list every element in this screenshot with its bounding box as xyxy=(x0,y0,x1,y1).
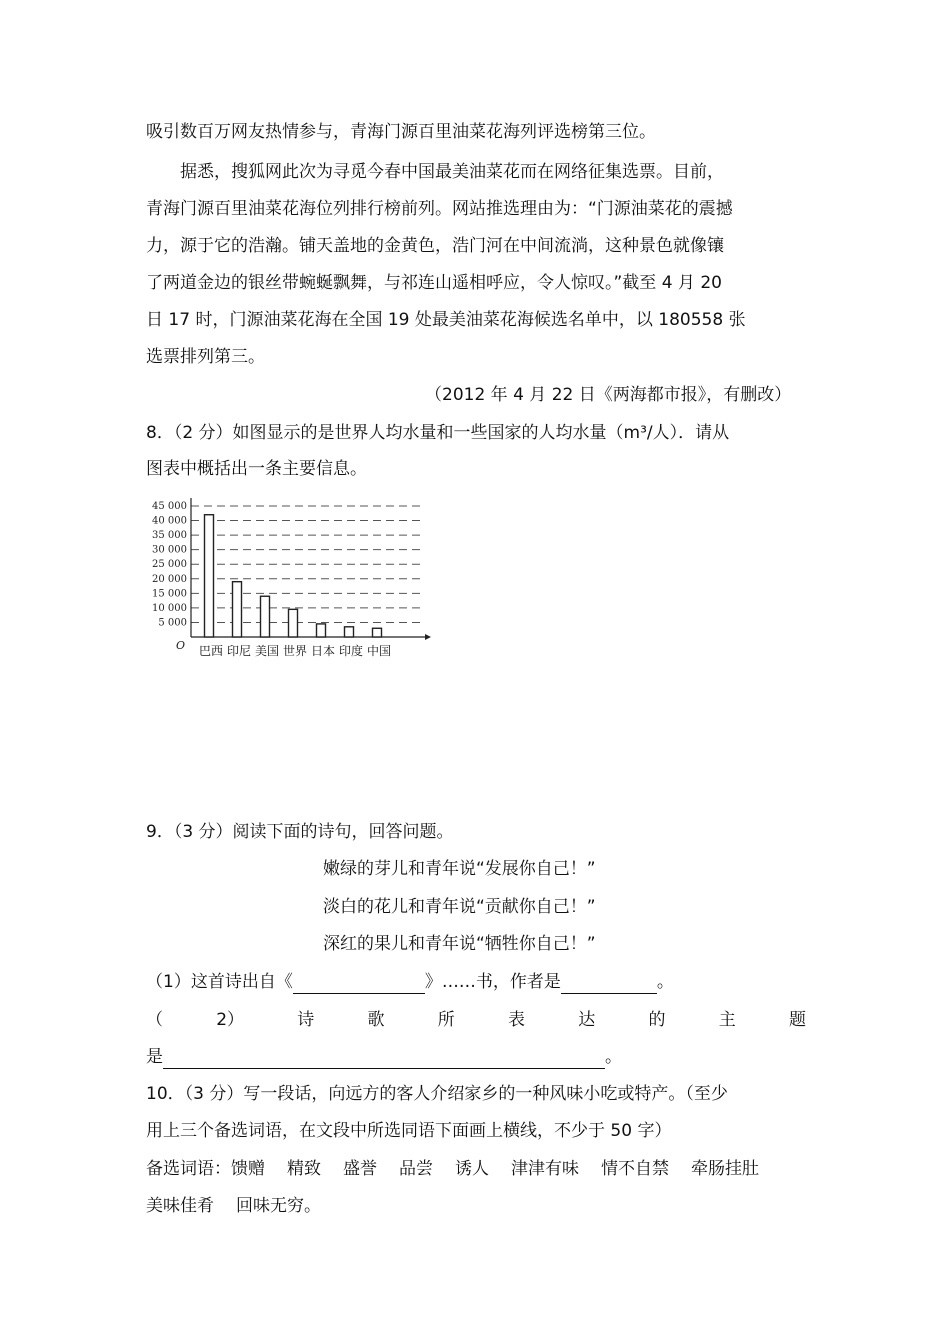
vocab-word: 回味无穷。 xyxy=(236,1196,321,1216)
q10-line: 10．（3 分）写一段话，向远方的客人介绍家乡的一种风味小吃或特产。（至少 xyxy=(146,1084,728,1104)
vocab-word: 馈赠 xyxy=(231,1159,265,1179)
x-category-label: 巴西 xyxy=(198,644,224,658)
q9-sub1 xyxy=(146,970,674,994)
q9-sub2-word: 主 xyxy=(718,1010,736,1030)
q9-sub2-word: 达 xyxy=(578,1010,596,1030)
vocab-word: 品尝 xyxy=(399,1159,433,1179)
q9-sub2-line2 xyxy=(146,1045,622,1069)
q9-sub2-word: 诗 xyxy=(297,1010,315,1030)
q9-sub2-word: 表 xyxy=(508,1010,525,1030)
vocab-label: 备选词语： xyxy=(146,1159,231,1179)
x-category-label: 印度 xyxy=(338,644,364,658)
bar xyxy=(205,515,214,637)
vocab-row xyxy=(146,1194,343,1218)
bar xyxy=(373,628,382,637)
q9-sub2-word: 2） xyxy=(216,1010,245,1030)
passage-line: 吸引数百万网友热情参与，青海门源百里油菜花海列评选榜第三位。 xyxy=(146,122,656,142)
passage-line: 了两道金边的银丝带蜿蜒飘舞，与祁连山遥相呼应，令人惊叹。”截至 4 月 20 xyxy=(146,273,722,293)
vocab-row xyxy=(146,1157,781,1181)
book-title-blank[interactable] xyxy=(293,975,425,994)
passage-line: 选票排列第三。 xyxy=(146,347,265,367)
passage-line: 青海门源百里油菜花海位列排行榜前列。网站推选理由为：“门源油菜花的震撼 xyxy=(146,199,733,219)
bar xyxy=(289,609,298,637)
q9-sub1-text: 。 xyxy=(656,972,674,992)
vocab-word: 牵肠挂肚 xyxy=(691,1159,759,1179)
vocab-word: 津津有味 xyxy=(511,1159,579,1179)
q9-sub2-text: 。 xyxy=(605,1047,622,1067)
x-axis-arrow xyxy=(425,634,431,640)
y-tick-label: 15 000 xyxy=(152,588,187,600)
origin-label: O xyxy=(176,639,186,652)
passage-line: 据悉，搜狐网此次为寻觅今春中国最美油菜花而在网络征集选票。目前， xyxy=(180,162,724,182)
poem-line: 深红的果儿和青年说“牺牲你自己！” xyxy=(323,934,596,954)
y-tick-label: 30 000 xyxy=(152,544,187,556)
bar xyxy=(345,627,354,637)
poem-line: 淡白的花儿和青年说“贡献你自己！” xyxy=(323,897,596,917)
theme-blank[interactable] xyxy=(163,1050,605,1069)
q9-sub2-word: 题 xyxy=(788,1010,806,1030)
y-tick-label: 10 000 xyxy=(152,602,187,614)
vocab-word: 诱人 xyxy=(455,1159,489,1179)
passage-line: 日 17 时，门源油菜花海在全国 19 处最美油菜花海候选名单中，以 180558 张 xyxy=(146,310,746,330)
bar xyxy=(261,596,270,637)
poem-line: 嫩绿的芽儿和青年说“发展你自己！” xyxy=(323,859,596,879)
y-tick-label: 40 000 xyxy=(152,515,187,527)
x-category-label: 日本 xyxy=(310,644,336,658)
q10-line: 用上三个备选词语，在文段中所选同语下面画上横线，不少于 50 字） xyxy=(146,1121,672,1141)
vocab-word: 盛誉 xyxy=(343,1159,377,1179)
x-category-label: 美国 xyxy=(254,644,280,658)
bar xyxy=(317,624,326,637)
q8-line: 8．（2 分）如图显示的是世界人均水量和一些国家的人均水量（m³/人）．请从 xyxy=(146,423,730,443)
q9-sub2-text: 是 xyxy=(146,1047,163,1067)
x-category-label: 世界 xyxy=(282,644,308,658)
passage-line: 力，源于它的浩瀚。铺天盖地的金黄色，浩门河在中间流淌，这种景色就像镶 xyxy=(146,236,724,256)
y-tick-label: 35 000 xyxy=(152,530,187,542)
q9-sub2-word: 的 xyxy=(648,1010,666,1030)
vocab-word: 精致 xyxy=(287,1159,321,1179)
y-tick-label: 20 000 xyxy=(152,573,187,585)
q9-sub2-word: 所 xyxy=(437,1010,455,1030)
q9-sub2-word: （ xyxy=(146,1010,163,1030)
q9-sub1-text: （1）这首诗出自《 xyxy=(146,972,293,992)
vocab-word: 情不自禁 xyxy=(601,1159,669,1179)
author-blank[interactable] xyxy=(561,975,657,994)
passage-source: （2012 年 4 月 22 日《两海都市报》，有删改） xyxy=(425,385,792,405)
x-category-label: 中国 xyxy=(366,644,392,658)
q9-title: 9．（3 分）阅读下面的诗句，回答问题。 xyxy=(146,822,454,842)
y-tick-label: 5 000 xyxy=(158,617,187,629)
y-tick-label: 25 000 xyxy=(152,559,187,571)
bar xyxy=(233,582,242,637)
y-tick-label: 45 000 xyxy=(152,501,187,512)
q9-sub2-line1 xyxy=(146,1008,806,1032)
q9-sub1-text: 》……书，作者是 xyxy=(424,972,561,992)
vocab-word: 美味佳肴 xyxy=(146,1196,214,1216)
q8-line: 图表中概括出一条主要信息。 xyxy=(146,459,367,479)
x-category-label: 印尼 xyxy=(226,644,252,658)
q9-sub2-word: 歌 xyxy=(367,1010,385,1030)
water-per-capita-chart xyxy=(140,494,440,664)
